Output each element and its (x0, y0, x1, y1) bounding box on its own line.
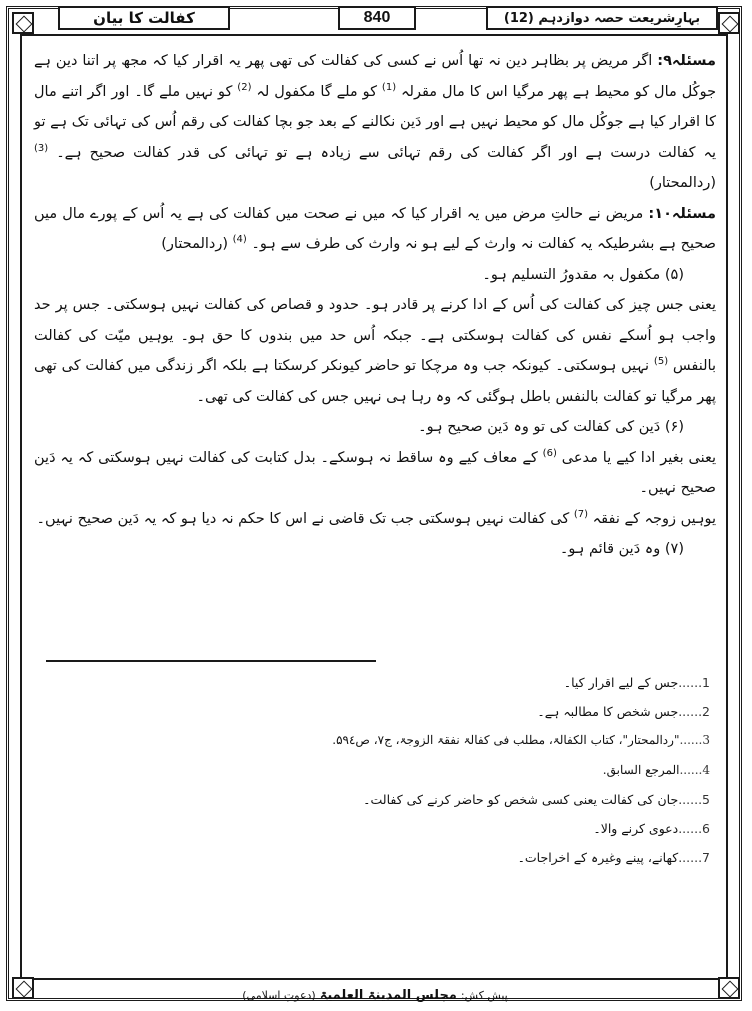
footnote-text: دعوی کرنے والا۔ (593, 820, 679, 836)
masala-text: اگر مریض پر بظاہر دین نہ تھا اُس نے کسی کی کفالت کی تھی پھر یہ اقرار کیا کہ مجھ پر اتنا دین ہے جوکُل مال کو محیط ہے پھر مرگیا اس کا مال مقرلہ (34, 53, 717, 100)
footnotes (40, 668, 710, 872)
masala-10 (34, 199, 716, 260)
footnote-item (40, 756, 710, 785)
footnote-ref: (3) (34, 142, 49, 154)
condition-5-text (34, 290, 716, 412)
footnote-text: کھانے، پینے وغیرہ کے اخراجات۔ (517, 850, 679, 866)
paragraph-text: یعنی بغیر ادا کیے یا مدعی (561, 449, 717, 466)
footnote-item (40, 697, 710, 726)
main-text (34, 46, 716, 565)
footnote-text: جس کے لیے اقرار کیا۔ (563, 675, 679, 690)
publisher-footer (242, 983, 508, 1007)
footnote-marker: 6...... (678, 820, 710, 836)
masala-text: کو ملے گا مکفول لہ (256, 83, 377, 100)
masala-text: مریض نے حالتِ مرض میں یہ اقرار کیا کہ میں نے صحت میں کفالت کی ہے یہ اُس کے پورے مال میں صحیح ہے بشرطیکہ یہ کفالت نہ وارث کے لیے ہو نہ وارث کی طرف سے ہو۔ (34, 205, 716, 252)
footnote-ref: (5) (653, 356, 669, 368)
condition-6-text-2 (34, 504, 716, 535)
footnote-text: جس شخص کا مطالبہ ہے۔ (537, 704, 679, 720)
footnote-item (40, 843, 710, 872)
footnote-item (40, 814, 710, 843)
footer-suffix: (دعوتِ اسلامی) (242, 988, 316, 1002)
footer-prefix: پیش کش: (460, 988, 508, 1002)
footnote-marker: 2...... (678, 704, 710, 720)
paragraph-text: کی کفالت نہیں ہوسکتی جب تک قاضی نے اس کا حکم نہ دیا ہو کہ یہ دَین صحیح نہیں۔ (36, 510, 570, 527)
masala-9 (34, 46, 716, 199)
footnote-text: المرجع السابق. (602, 762, 680, 777)
masala-label: مسئلہ۱۰: (648, 205, 716, 222)
masala-text: کو نہیں ملے گا۔ اور اگر اتنے مال کا اقرار کیا ہے جوکُل مال کو محیط نہیں ہے اور دَین نکالنے کے بعد جو بچا کفالت کی رقم اُس کی تہائی تک ہے تو یہ کفالت درست ہے اور اگر کفالت کی رقم تہائی سے زیادہ ہے تو تہائی کی قدر کفالت صحیح ہے۔ (34, 83, 717, 161)
paragraph-text: یعنی جس چیز کی کفالت کی اُس کے ادا کرنے پر قادر ہو۔ حدود و قصاص کی کفالت نہیں ہوسکتی۔ جس پر حد واجب ہو اُسکے نفس کی کفالت ہوسکتی ہے۔ جبکہ اُس حد میں بندوں کا حق ہو۔ یوہیں میّت کی کفالت بالنفس (34, 297, 716, 374)
condition-7-heading: (۷) وہ دَین قائم ہو۔ (559, 541, 684, 557)
footnote-ref: (4) (232, 234, 247, 246)
paragraph-text: کے معاف کیے وہ ساقط نہ ہوسکے۔ بدل کتابت کی کفالت نہیں ہوسکتی کہ یہ دَین صحیح نہیں۔ (34, 449, 716, 496)
citation: (ردالمحتار) (649, 175, 716, 191)
ornament-top-left-icon (12, 12, 34, 34)
footnote-marker: 1...... (678, 675, 710, 690)
footnote-ref: (2) (237, 81, 252, 93)
footnote-text: "ردالمحتار"، کتاب الکفالۃ، مطلب فی کفالۃ نفقۃ الزوجۃ، ج۷، ص۵۹٤. (332, 733, 680, 748)
condition-5-heading: (۵) مکفول بہ مقدورُ التسلیم ہو۔ (482, 266, 684, 283)
page-number: 840 (338, 6, 416, 30)
footnote-marker: 7...... (678, 850, 710, 866)
footnote-item (40, 668, 710, 697)
condition-6-text (34, 443, 716, 504)
footnote-marker: 4...... (679, 762, 710, 777)
footnote-marker: 3...... (679, 733, 710, 748)
ornament-top-right-icon (718, 12, 740, 34)
publisher-name: مجلس المدینۃ العلمیۃ (319, 987, 457, 1003)
footnote-ref: (1) (381, 81, 397, 93)
book-title: بہارِشریعت حصہ دوازدہم (12) (486, 6, 718, 30)
citation: (ردالمحتار) (161, 236, 229, 252)
chapter-title: کفالت کا بیان (58, 6, 230, 30)
footnote-item (40, 726, 710, 755)
paragraph-text: یوہیں زوجہ کے نفقہ (592, 510, 716, 527)
footnote-ref: (7) (573, 508, 589, 520)
ornament-bottom-left-icon (12, 977, 34, 999)
paragraph-text: نہیں ہوسکتی۔ کیونکہ جب وہ مرچکا تو حاضر کیونکر کرسکتا ہے بلکہ اگر زندگی میں کفالت کی تھی پھر مرگیا تو کفالت بالنفس باطل ہوگئی کہ وہ رہا ہی نہیں جس کی کفالت کی تھی۔ (34, 358, 716, 405)
masala-label: مسئلہ۹: (657, 53, 716, 69)
ornament-bottom-right-icon (718, 977, 740, 999)
condition-6-heading: (۶) دَین کی کفالت کی تو وہ دَین صحیح ہو۔ (418, 419, 684, 435)
footnote-text: جان کی کفالت یعنی کسی شخص کو حاضر کرنے کی کفالت۔ (363, 791, 679, 807)
footnote-marker: 5...... (678, 791, 710, 807)
footnote-divider (46, 660, 376, 662)
footnote-ref: (6) (542, 447, 557, 459)
footnote-item (40, 785, 710, 814)
